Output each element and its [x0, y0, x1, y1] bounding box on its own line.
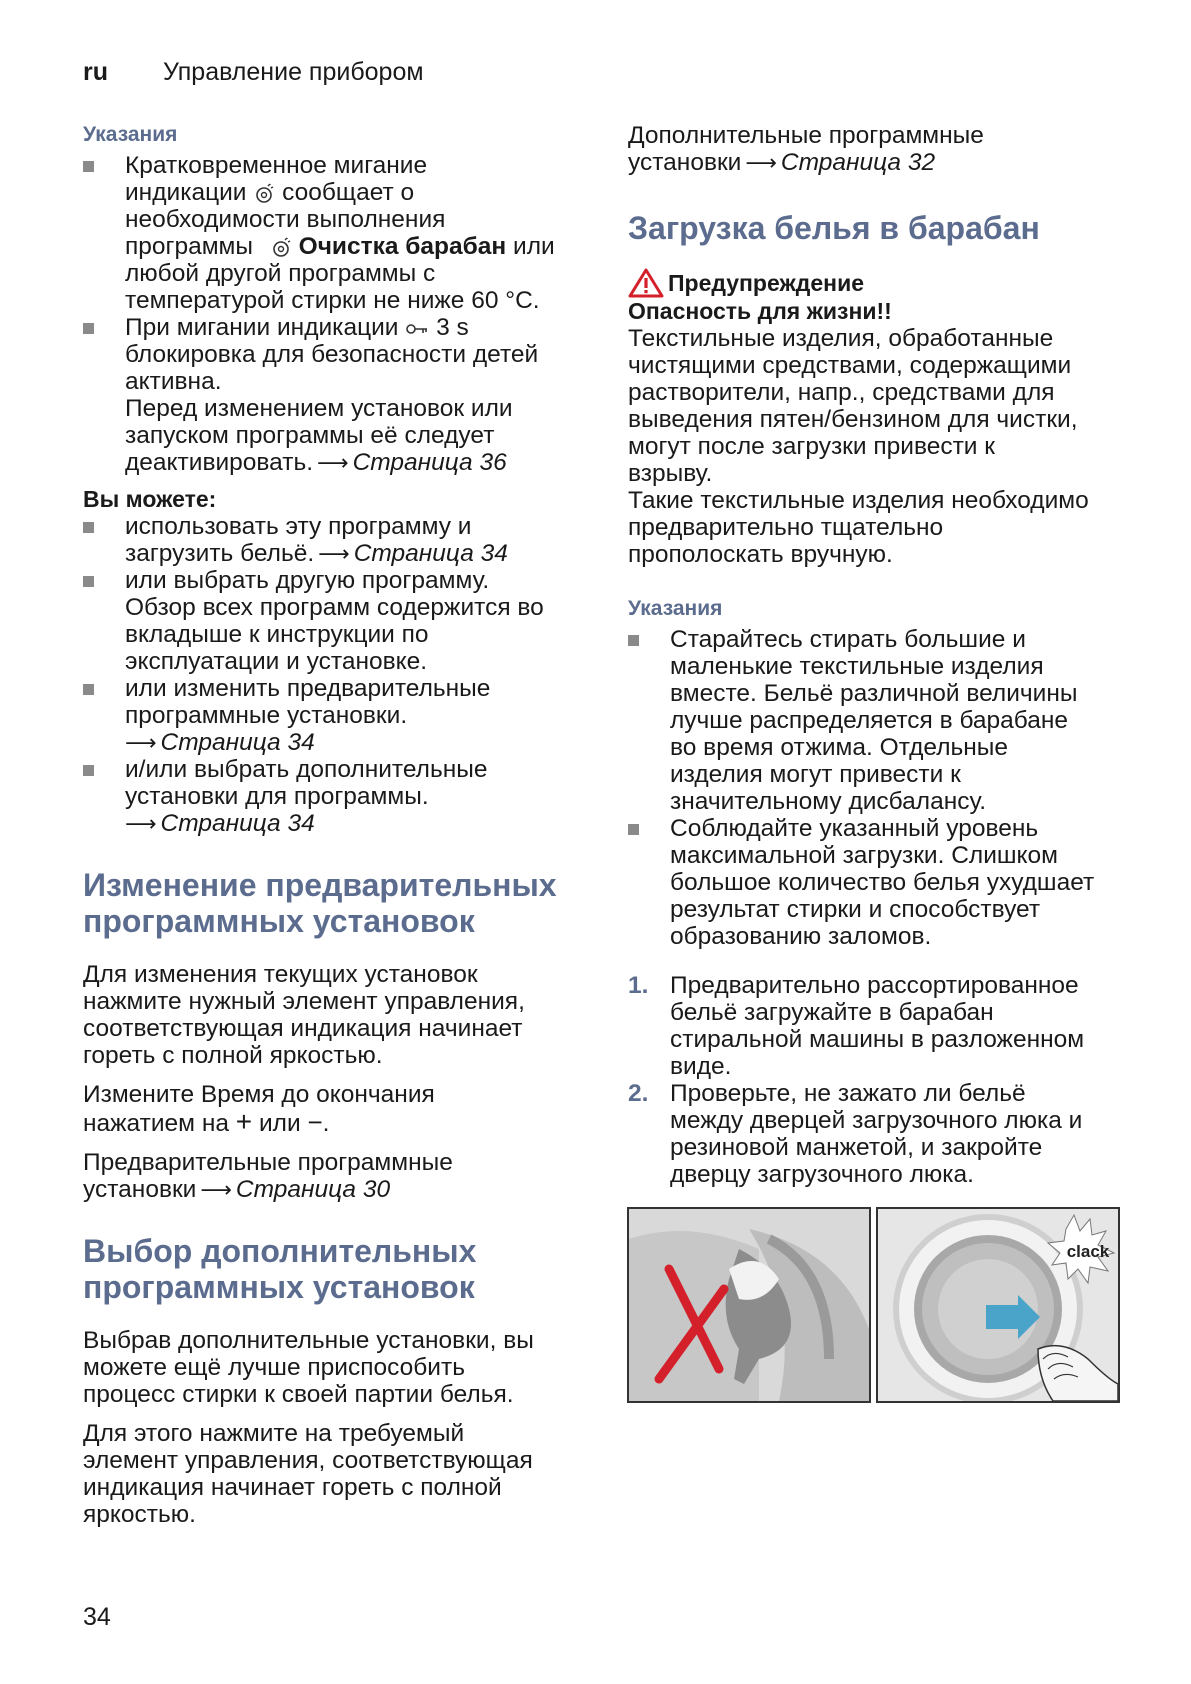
danger-title: Опасность для жизни!! — [628, 298, 892, 324]
page-reference[interactable]: Страница 32 — [780, 149, 936, 176]
plus-icon: + — [235, 1106, 253, 1137]
key-lock-icon — [405, 321, 429, 337]
notes-list — [83, 152, 583, 476]
minus-icon: − — [307, 1107, 323, 1137]
list-item: или выбрать другую программу. Обзор всех программ содержится во вкладыше к инструкции по эксплуатации и установке. — [83, 567, 583, 675]
change-paragraph: Для изменения текущих установок нажмите нужный элемент управления, соответствующая индикация начинает гореть с полной яркостью. — [83, 961, 525, 1069]
section-header: Управление прибором — [163, 58, 424, 86]
warning-heading: Предупреждение — [628, 268, 1128, 298]
page-reference[interactable]: Страница 34 — [160, 729, 315, 756]
arrow-right-icon: ⟶ — [125, 811, 157, 836]
list-item: или изменить предварительные программные установки. ⟶ Страница 34 — [83, 675, 583, 756]
list-item: использовать эту программу и загрузить бельё. ⟶ Страница 34 — [83, 513, 583, 567]
warning-triangle-icon — [628, 268, 664, 298]
page-reference[interactable]: Страница 34 — [160, 810, 315, 837]
laundry-caught-illustration — [629, 1209, 869, 1401]
figure-wrong-loading — [627, 1207, 871, 1403]
heading-extra-settings: Выбор дополнительных программных установок — [83, 1233, 477, 1305]
step-item: 2. Проверьте, не зажато ли бельё между дверцей загрузочного люка и резиновой манжетой, и закройте дверцу загрузочного люка. — [628, 1080, 1083, 1188]
page-reference[interactable]: Страница 30 — [235, 1176, 391, 1203]
note-item: Кратковременное мигание индикации сообщает о необходимости выполнения программы Очистка барабан или любой другой программы с температурой стирки не ниже 60 °C. — [83, 152, 583, 314]
change-time-paragraph: Измените Время до окончания нажатием на + или −. — [83, 1081, 435, 1137]
notes-title: Указания — [83, 123, 178, 146]
drum-clean-icon — [253, 183, 275, 205]
arrow-right-icon: ⟶ — [200, 1177, 232, 1202]
notes-title: Указания — [628, 597, 723, 620]
page-reference[interactable]: Страница 36 — [352, 449, 507, 476]
arrow-right-icon: ⟶ — [317, 450, 349, 475]
steps-list — [628, 972, 1128, 1188]
heading-loading: Загрузка белья в барабан — [628, 210, 1040, 246]
heading-change-settings: Изменение предварительных программных установок — [83, 867, 557, 939]
language-code: ru — [83, 58, 108, 86]
list-item: и/или выбрать дополнительные установки для программы. ⟶ Страница 34 — [83, 756, 583, 837]
drum-clean-icon — [270, 237, 292, 259]
figure-close-door — [876, 1207, 1120, 1403]
you-can-list — [83, 513, 583, 837]
note-item: Соблюдайте указанный уровень максимальной загрузки. Слишком большое количество белья ухудшает результат стирки и способствует образованию заломов. — [628, 815, 1128, 950]
extra-paragraph-2: Для этого нажмите на требуемый элемент управления, соответствующая индикация начинает гореть с полной яркостью. — [83, 1420, 533, 1528]
page-reference[interactable]: Страница 34 — [353, 540, 508, 567]
extra-settings-reference: Дополнительные программные установки ⟶ Страница 32 — [628, 122, 984, 176]
presets-reference: Предварительные программные установки ⟶ Страница 30 — [83, 1149, 453, 1203]
page-number: 34 — [83, 1603, 111, 1631]
left-column — [83, 122, 583, 1528]
arrow-right-icon: ⟶ — [318, 541, 350, 566]
you-can-title: Вы можете: — [83, 486, 217, 512]
clack-label: clack — [1066, 1242, 1110, 1261]
note-item: При мигании индикации 3 s блокировка для безопасности детей активна. Перед изменением установок или запуском программы её следует деактивировать. ⟶ Страница 36 — [83, 314, 583, 476]
step-item: 1. Предварительно рассортированное бельё загружайте в барабан стиральной машины в разложенном виде. — [628, 972, 1085, 1080]
extra-paragraph: Выбрав дополнительные установки, вы можете ещё лучше приспособить процесс стирки к своей партии белья. — [83, 1327, 534, 1408]
arrow-right-icon: ⟶ — [745, 150, 777, 175]
arrow-right-icon: ⟶ — [125, 730, 157, 755]
right-column — [628, 122, 1128, 1188]
warning-text: Текстильные изделия, обработанные чистящими средствами, содержащими растворители, напр., средствами для выведения пятен/бензином для чистки, могут после загрузки привести к взрыву. Такие текстильные изделия необходимо предварительно тщательно прополоскать вручную. — [628, 325, 1089, 568]
notes-list — [628, 626, 1128, 950]
note-item: Старайтесь стирать большие и маленькие текстильные изделия вместе. Бельё различной величины лучше распределяется в барабане во время отжима. Отдельные изделия могут привести к значительному дисбалансу. — [628, 626, 1128, 815]
door-closing-illustration — [878, 1209, 1118, 1401]
